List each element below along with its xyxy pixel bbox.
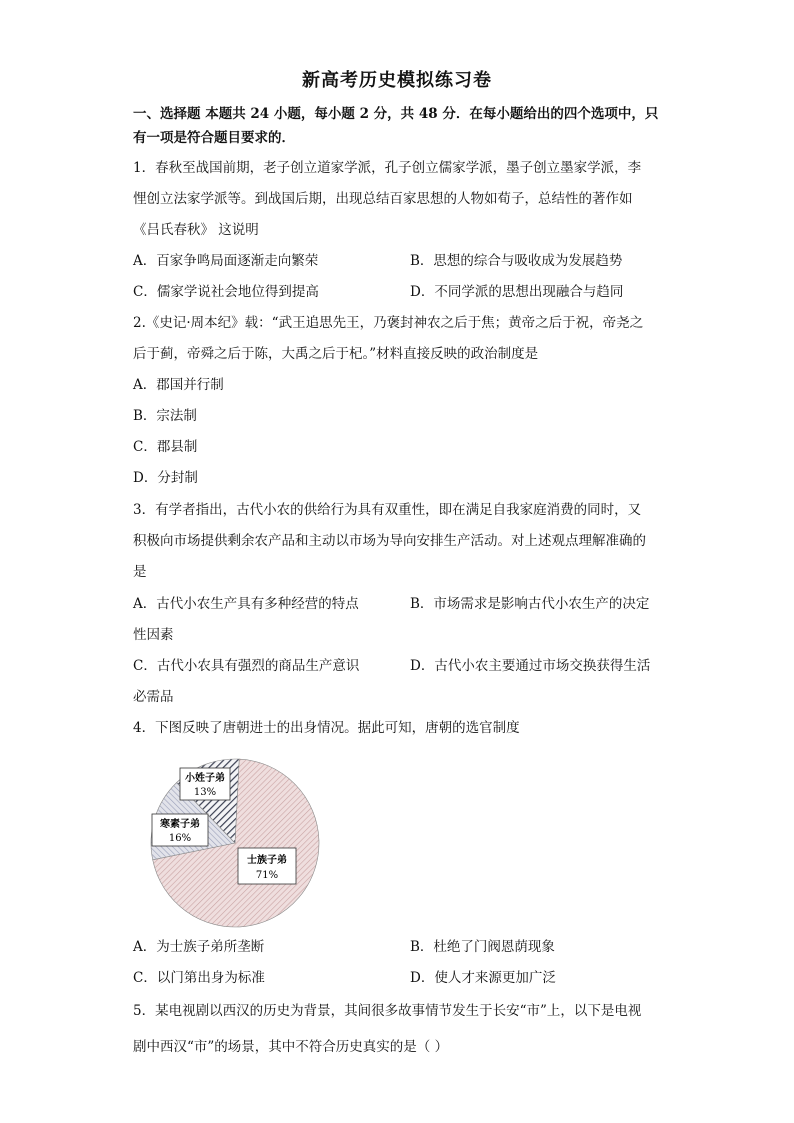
q4-option-c: C．以门第出身为标准 [133,970,265,986]
q3-option-d-line2: 必需品 [133,689,174,705]
q2-option-d: D．分封制 [133,470,198,486]
q3-option-c: C．古代小农具有强烈的商品生产意识 [133,658,360,674]
section-heading-line1: 一、选择题 本题共 24 小题，每小题 2 分，共 48 分．在每小题给出的四个选项中，只 [133,106,659,122]
q2-stem-line2: 后于蓟，帝舜之后于陈，大禹之后于杞。”材料直接反映的政治制度是 [133,346,539,362]
page-title: 新高考历史模拟练习卷 [302,70,492,91]
label-xiaoxing-name: 小姓子弟 [185,773,225,784]
label-shishu-value: 71% [255,870,279,881]
q3-stem-line3: 是 [133,564,147,580]
q3-option-b-line2: 性因素 [133,627,174,643]
label-hansu-value: 16% [168,833,192,844]
section-heading-line2: 有一项是符合题目要求的． [133,130,295,146]
q1-option-a: A．百家争鸣局面逐渐走向繁荣 [133,253,319,269]
q4-stem-line1: 4．下图反映了唐朝进士的出身情况。据此可知，唐朝的选官制度 [133,720,520,736]
q2-option-b: B．宗法制 [133,408,197,424]
label-box-shishu [238,848,296,884]
q1-stem-line2: 悝创立法家学派等。到战国后期，出现总结百家思想的人物如荀子，总结性的著作如 [133,191,633,207]
q3-option-a: A．古代小农生产具有多种经营的特点 [133,596,359,612]
q2-option-c: C．郡县制 [133,439,198,455]
label-xiaoxing-value: 13% [193,787,217,798]
q3-stem-line2: 积极向市场提供剩余农产品和主动以市场为导向安排生产活动。对上述观点理解准确的 [133,533,646,549]
q3-option-b-line1: B．市场需求是影响古代小农生产的决定 [410,596,650,612]
pie-chart [140,758,340,928]
label-box-hansu [152,814,208,846]
q5-stem-line2: 剧中西汉“市”的场景，其中不符合历史真实的是（ ） [133,1039,449,1055]
q1-option-d: D．不同学派的思想出现融合与趋同 [410,284,624,300]
q1-option-b: B．思想的综合与吸收成为发展趋势 [410,253,623,269]
q2-stem-line1: 2.《史记·周本纪》载：“武王追思先王，乃褒封神农之后于焦；黄帝之后于祝，帝尧之 [133,315,644,331]
q3-option-d-line1: D．古代小农主要通过市场交换获得生活 [410,658,651,674]
q1-option-c: C．儒家学说社会地位得到提高 [133,284,319,300]
q1-stem-line1: 1．春秋至战国前期，老子创立道家学派，孔子创立儒家学派，墨子创立墨家学派，李 [133,160,642,176]
q4-option-d: D．使人才来源更加广泛 [410,970,556,986]
label-box-xiaoxing [180,768,230,800]
label-hansu-name: 寒素子弟 [160,819,200,830]
q1-stem-line3: 《吕氏春秋》 这说明 [133,222,259,238]
q3-stem-line1: 3．有学者指出，古代小农的供给行为具有双重性，即在满足自我家庭消费的同时，又 [133,502,642,518]
q2-option-a: A．郡国并行制 [133,377,224,393]
label-shishu-name: 士族子弟 [247,855,287,866]
q4-option-b: B．杜绝了门阀恩荫现象 [410,939,555,955]
q5-stem-line1: 5．某电视剧以西汉的历史为背景，其间很多故事情节发生于长安“市”上，以下是电视 [133,1003,642,1019]
q4-option-a: A．为士族子弟所垄断 [133,939,265,955]
